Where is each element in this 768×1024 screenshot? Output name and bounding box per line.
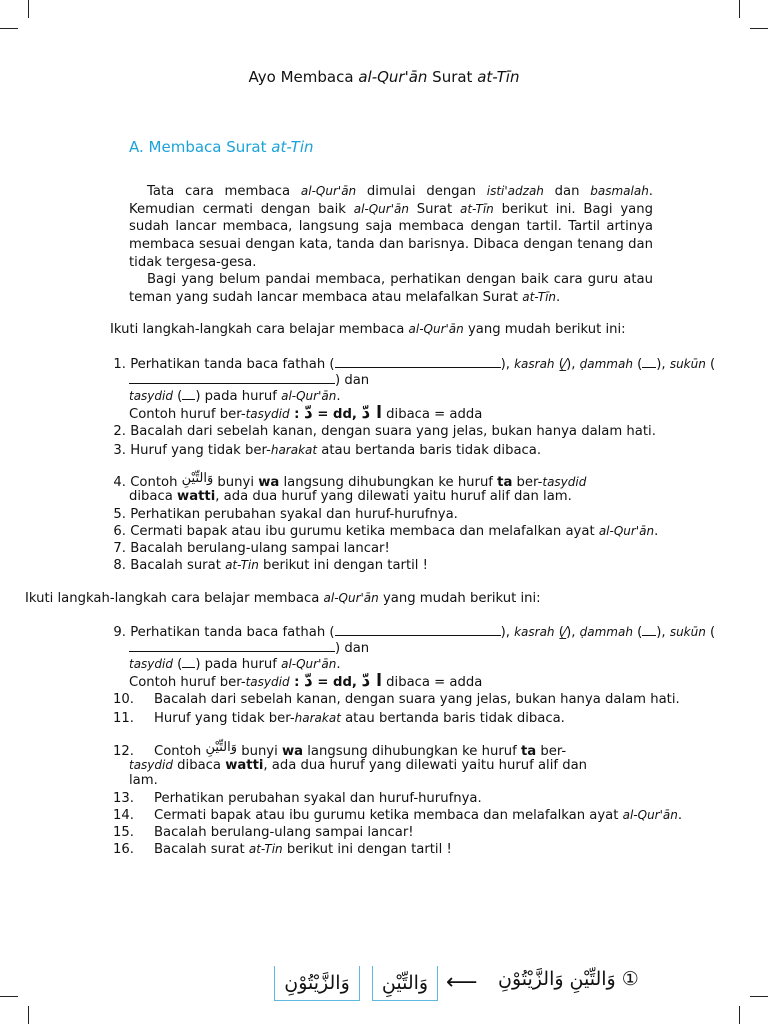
list-item: 6. Cermati bapak atau ibu gurumu ketika membaca dan melafalkan ayat al-Qur'ān.: [113, 524, 659, 539]
list-item: 11. Huruf yang tidak ber-harakat atau bertanda baris tidak dibaca.: [113, 711, 565, 726]
arabic-word-box: وَالزَّيْتُوْنِ: [274, 966, 360, 1001]
crop-mark: [739, 0, 740, 18]
arabic-word-box: وَالتِّيْنِ: [372, 966, 438, 1001]
arrow-left-icon: ⟵: [446, 970, 478, 995]
crop-mark: [0, 28, 18, 29]
blank-line: [182, 387, 195, 400]
kasrah-mark: ⁄̲: [563, 625, 567, 640]
list-item-cont: Contoh huruf ber-tasydid : دّ = dd, ا دّ dibaca = adda: [129, 671, 483, 691]
list-item: 8. Bacalah surat at-Tin berikut ini dengan tartil !: [113, 558, 428, 573]
list-item-cont: dibaca watti, ada dua huruf yang dilewati yaitu huruf alif dan lam.: [129, 489, 572, 504]
list-item: 13. Perhatikan perubahan syakal dan huruf-hurufnya.: [113, 791, 482, 806]
list-item: 2. Bacalah dari sebelah kanan, dengan suara yang jelas, bukan hanya dalam hati.: [113, 424, 656, 439]
blank-line: [335, 623, 501, 636]
list-item: 1. Perhatikan tanda baca fathah ( ), kasrah (⁄̲), ḍammah ( ), sukūn (: [113, 357, 716, 372]
blank-line: [182, 655, 195, 668]
arabic-verse: وَالتِّيْنِ وَالزَّيْتُوْنِ ①: [498, 968, 639, 990]
instruction-intro: Ikuti langkah-langkah cara belajar membaca al-Qur'ān yang mudah berikut ini:: [110, 322, 626, 337]
crop-mark: [750, 996, 768, 997]
list-item-cont: tasydid ( ) pada huruf al-Qur'ān.: [129, 657, 341, 672]
crop-mark: [0, 996, 18, 997]
list-item-cont: ) dan: [129, 371, 369, 389]
list-item-cont: ) dan: [129, 639, 369, 657]
list-item: 15. Bacalah berulang-ulang sampai lancar!: [113, 825, 414, 840]
crop-mark: [739, 1006, 740, 1024]
paragraph-intro: Tata cara membaca al-Qur'ān dimulai dengan isti'adzah dan basmalah. Kemudian cermati dengan baik al-Qur'ān Surat at-Tīn berikut ini. Bagi yang sudah lancar membaca, langsung saja membaca dengan tartil. Tartil artinya membaca sesuai dengan kata, tanda dan barisnya. Dibaca dengan tenang dan tidak tergesa-gesa.: [129, 184, 653, 270]
list-item-cont: lam.: [129, 773, 158, 788]
kasrah-mark: ⁄̲: [563, 357, 567, 372]
blank-line: [129, 639, 335, 652]
paragraph-second: Bagi yang belum pandai membaca, perhatikan dengan baik cara guru atau teman yang sudah lancar membaca atau melafalkan Surat at-Tīn.: [129, 272, 653, 305]
list-item-cont: tasydid dibaca watti, ada dua huruf yang dilewati yaitu huruf alif dan: [129, 758, 588, 773]
list-item: 12. Contoh وَالتِّيْنِ bunyi wa langsung dihubungkan ke huruf ta ber-: [113, 740, 567, 759]
blank-line: [642, 623, 656, 636]
list-item: 3. Huruf yang tidak ber-harakat atau bertanda baris tidak dibaca.: [113, 443, 542, 458]
list-item: 10. Bacalah dari sebelah kanan, dengan suara yang jelas, bukan hanya dalam hati.: [113, 692, 680, 707]
blank-line: [129, 371, 335, 384]
crop-mark: [28, 0, 29, 18]
arabic-example-row: [270, 966, 640, 1002]
page-title: Ayo Membaca al-Qur'ān Surat at-Tīn: [248, 68, 520, 86]
list-item: 14. Cermati bapak atau ibu gurumu ketika membaca dan melafalkan ayat al-Qur'ān.: [113, 808, 683, 823]
list-item: 4. Contoh وَالتِّيْنِ bunyi wa langsung dihubungkan ke huruf ta ber-tasydid: [113, 471, 587, 490]
list-item: 5. Perhatikan perubahan syakal dan huruf-hurufnya.: [113, 507, 458, 522]
list-item-cont: tasydid ( ) pada huruf al-Qur'ān.: [129, 389, 341, 404]
crop-mark: [28, 1006, 29, 1024]
blank-line: [642, 355, 656, 368]
crop-mark: [750, 28, 768, 29]
list-item-cont: Contoh huruf ber-tasydid : دّ = dd, ا دّ dibaca = adda: [129, 403, 483, 423]
list-item: 16. Bacalah surat at-Tin berikut ini dengan tartil !: [113, 842, 452, 857]
list-item: 9. Perhatikan tanda baca fathah ( ), kasrah (⁄̲), ḍammah ( ), sukūn (: [113, 625, 716, 640]
list-item: 7. Bacalah berulang-ulang sampai lancar!: [113, 541, 390, 556]
blank-line: [335, 355, 501, 368]
instruction-intro: Ikuti langkah-langkah cara belajar membaca al-Qur'ān yang mudah berikut ini:: [25, 591, 541, 606]
section-heading: A. Membaca Surat at-Tin: [129, 138, 314, 156]
